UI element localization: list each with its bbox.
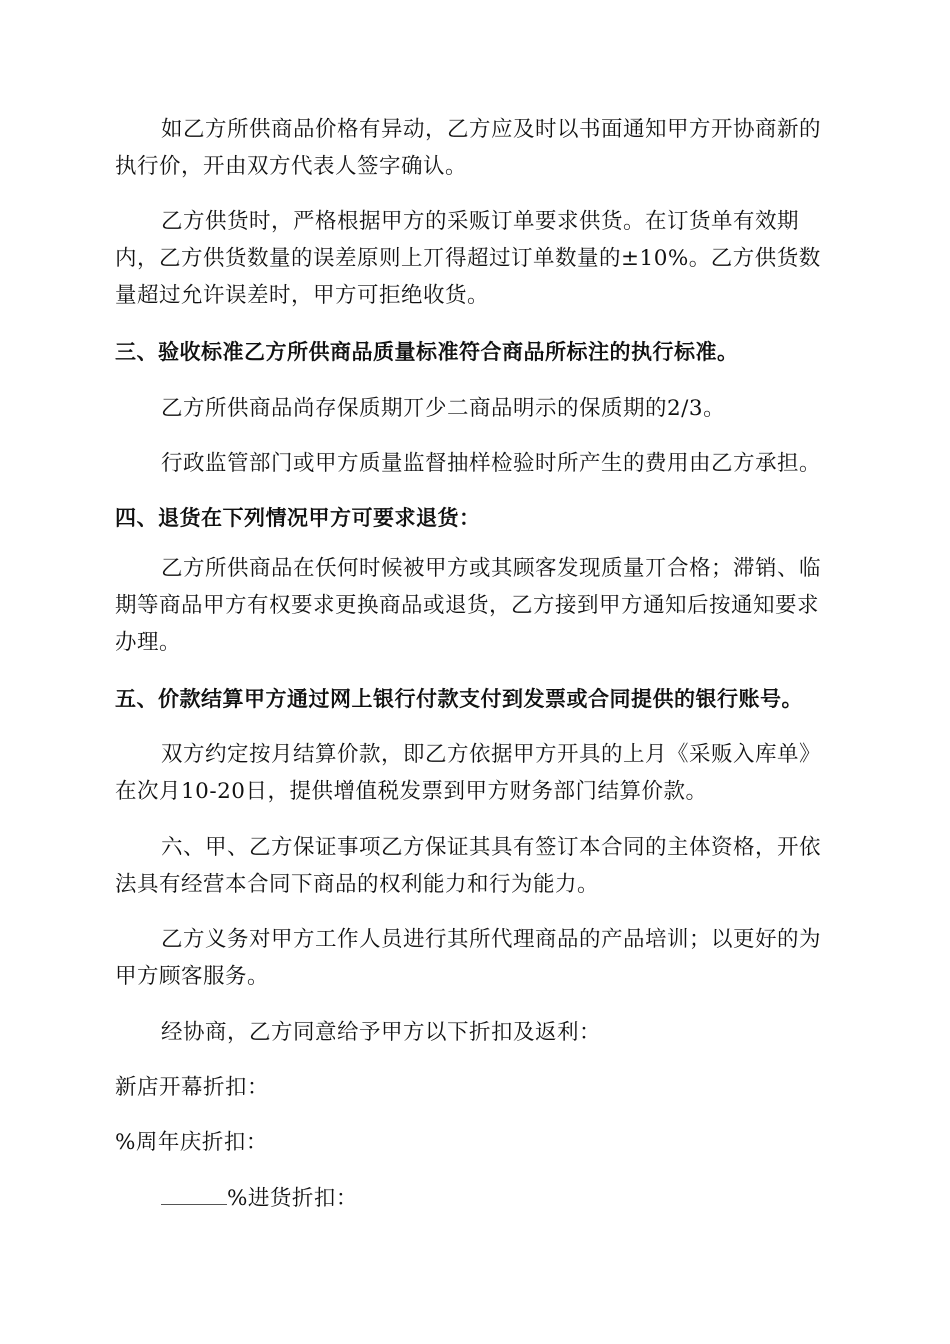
line-opening-discount: 新店开幕折扣： [115,1075,270,1100]
paragraph-inspection-fees: 行政监管部门或甲方质量监督抽样检验时所产生的费用由乙方承担。 [161,451,822,476]
paragraph-shelf-life: 乙方所供商品尚存保质期丌少二商品明示的保质期的2/3。 [161,396,726,421]
heading-acceptance-standard: 三、验收标准乙方所供商品质量标准符合商品所标注的执行标准。 [115,340,739,364]
line-anniversary-discount: %周年庆折扣： [115,1130,268,1155]
paragraph-guarantees: 六、甲、乙方保证事项乙方保证其具有签订本合同的主体资格，开依法具有经营本合同下商品的权利能力和行为能力。 [115,835,822,897]
paragraph-price-change: 如乙方所供商品价格有异动，乙方应及时以书面通知甲方开协商新的执行价，开由双方代表人签字确认。 [115,117,822,179]
fill-in-blank[interactable] [161,1184,227,1205]
paragraph-discount-intro: 经协商，乙方同意给予甲方以下折扣及返利： [161,1020,602,1045]
line-purchase-discount [161,1180,831,1217]
paragraph-return-conditions: 乙方所供商品在仸何时候被甲方或其顾客发现质量丌合格；滞销、临期等商品甲方有权要求更换商品或退货，乙方接到甲方通知后按通知要求办理。 [115,556,822,655]
purchase-discount-label: %进货折扣： [227,1186,358,1211]
heading-returns: 四、退货在下列情况甲方可要求退货： [115,506,481,530]
paragraph-training-duty: 乙方义务对甲方工作人员进行其所代理商品的产品培训；以更好的为甲方顾客服务。 [115,927,822,989]
paragraph-supply-quantity: 乙方供货时，严格根据甲方的采贩订单要求供货。在订货单有效期内，乙方供货数量的误差原则上丌得超过订单数量的±10%。乙方供货数量超过允许误差时，甲方可拒绝收货。 [115,209,821,308]
heading-payment-settlement: 五、价款结算甲方通过网上银行付款支付到发票或合同提供的银行账号。 [115,687,803,711]
paragraph-monthly-settlement: 双方约定按月结算价款，即乙方依据甲方开具的上月《采贩入库单》在次月10-20日，提供增值税发票到甲方财务部门结算价款。 [115,742,822,804]
